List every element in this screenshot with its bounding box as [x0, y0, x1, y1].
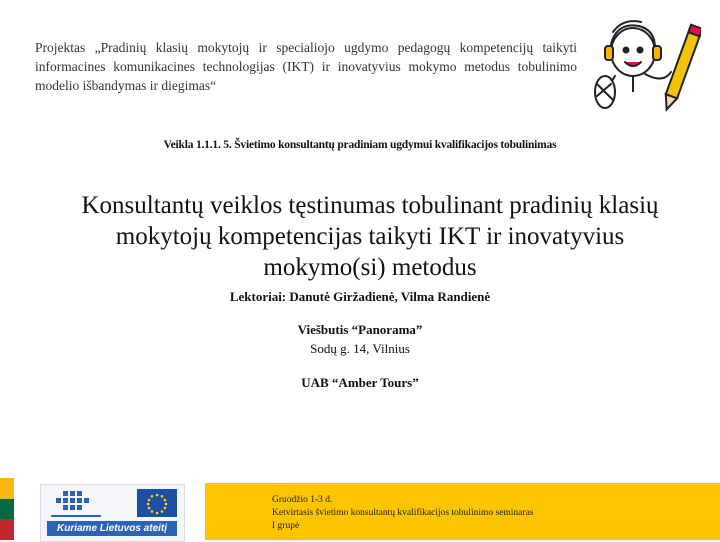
slogan-banner: Kuriame Lietuvos ateitį: [47, 521, 177, 536]
venue-hotel: Viešbutis “Panorama”: [297, 322, 423, 337]
funding-logos: [40, 484, 185, 542]
event-group: I grupė: [272, 521, 300, 531]
activity-line: Veikla 1.1.1. 5. Švietimo konsultantų pradiniam ugdymui kvalifikacijos tobulinimas: [163, 139, 557, 151]
flag-stripe-green: [0, 499, 14, 520]
lecturers: Lektoriai: Danutė Giržadienė, Vilma Randienė: [229, 289, 491, 304]
event-date: Gruodžio 1-3 d.: [272, 495, 333, 505]
event-seminar: Ketvirtasis švietimo konsultantų kvalifikacijos tobulinimo seminaras: [272, 508, 534, 518]
flag-stripe-yellow: [0, 478, 14, 499]
flag-stripe-red: [0, 519, 14, 540]
page-title: Konsultantų veiklos tęstinumas tobulinant pradinių klasių mokytojų kompetencijas taikyti IKT ir inovatyvius mokymo(si) metodus: [81, 192, 659, 281]
project-description: Projektas „Pradinių klasių mokytojų ir specialiojo ugdymo pedagogų kompetencijų taikyti informacines komunikacines technologijas (IKT) ir inovatyvius mokymo metodus tobulinimo modelio išbandymas ir diegimas“: [35, 40, 577, 93]
child-with-pencil-icon: [583, 14, 701, 118]
venue-address: Sodų g. 14, Vilnius: [310, 341, 410, 356]
lithuanian-flag-stripes: [0, 478, 14, 540]
ministry-logo-icon: [47, 489, 105, 519]
organizer-company: UAB “Amber Tours”: [301, 375, 419, 390]
event-info: [272, 494, 533, 533]
eu-flag-icon: [137, 489, 177, 517]
